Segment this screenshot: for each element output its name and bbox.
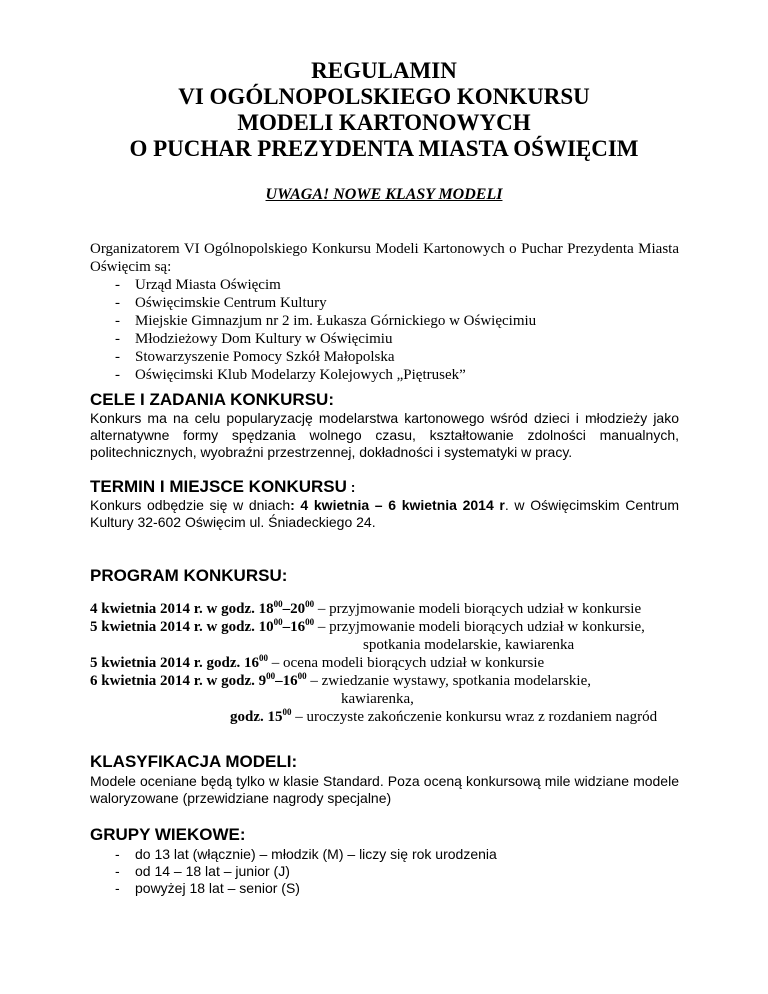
title-line-4: O PUCHAR PREZYDENTA MIASTA OŚWIĘCIM xyxy=(129,136,639,161)
list-item: - Oświęcimski Klub Modelarzy Kolejowych „Piętrusek” xyxy=(115,367,466,383)
list-item: - do 13 lat (włącznie) – młodzik (M) – liczy się rok urodzenia xyxy=(115,846,497,862)
classification-text: Modele oceniane będą tylko w klasie Standard. Poza oceną konkursową mile widziane modele waloryzowane (przewidziane nagrody specjalne) xyxy=(90,773,679,806)
organizers-list xyxy=(90,276,536,384)
list-dash: - xyxy=(115,863,120,879)
new-classes-notice: UWAGA! NOWE KLASY MODELI xyxy=(265,186,503,203)
list-dash: - xyxy=(115,295,120,311)
age-groups-heading: GRUPY WIEKOWE: xyxy=(90,825,246,844)
program-row-2-cont: spotkania modelarskie, kawiarenka xyxy=(363,637,575,653)
list-dash: - xyxy=(115,846,120,862)
title-line-3: MODELI KARTONOWYCH xyxy=(237,110,531,135)
list-item: - od 14 – 18 lat – junior (J) xyxy=(115,863,290,879)
list-dash: - xyxy=(115,880,120,896)
list-dash: - xyxy=(115,277,120,293)
program-row-4-cont: kawiarenka, xyxy=(341,691,414,707)
program-heading: PROGRAM KONKURSU: xyxy=(90,566,288,585)
goals-heading: CELE I ZADANIA KONKURSU: xyxy=(90,390,334,409)
term-heading: TERMIN I MIEJSCE KONKURSU : xyxy=(90,477,356,496)
program-row-1: 4 kwietnia 2014 r. w godz. $18^{00}-20^{00}$ – przyjmowanie modeli biorących udział w konkursie xyxy=(90,599,642,617)
list-item: - Stowarzyszenie Pomocy Szkół Małopolska xyxy=(115,349,395,365)
title-line-1: REGULAMIN xyxy=(311,58,457,83)
list-item: - Miejskie Gimnazjum nr 2 im. Łukasza Górnickiego w Oświęcimiu xyxy=(115,313,537,329)
program-row-4: 6 kwietnia 2014 r. w godz. $9^{00}-16^{00}$ – zwiedzanie wystawy, spotkania modelarskie, xyxy=(90,671,591,689)
list-item: - powyżej 18 lat – senior (S) xyxy=(115,880,300,896)
term-text: Konkurs odbędzie się w dniach: 4 kwietnia – 6 kwietnia 2014 r. w Oświęcimskim Centrum Kultury 32-602 Oświęcim ul. Śniadeckiego 24. xyxy=(90,497,679,530)
list-dash: - xyxy=(115,367,120,383)
list-dash: - xyxy=(115,349,120,365)
classification-heading: KLASYFIKACJA MODELI: xyxy=(90,752,298,771)
title-line-2: VI OGÓLNOPOLSKIEGO KONKURSU xyxy=(178,84,590,109)
age-groups-list xyxy=(90,846,497,897)
list-dash: - xyxy=(115,313,120,329)
program-row-3: 5 kwietnia 2014 r. godz. $16^{00}$ – ocena modeli biorących udział w konkursie xyxy=(90,653,545,671)
list-item: - Oświęcimskie Centrum Kultury xyxy=(115,295,327,311)
goals-text: Konkurs ma na celu popularyzację modelarstwa kartonowego wśród dzieci i młodzieży jako alternatywne formy spędzania wolnego czasu, kształtowanie zdolności manualnych, politechnicznych, wyobraźni przestrzennej, dokładności i systematyki w pracy. xyxy=(90,410,679,460)
list-item: - Urząd Miasta Oświęcim xyxy=(115,277,281,293)
list-dash: - xyxy=(115,331,120,347)
list-item: - Młodzieżowy Dom Kultury w Oświęcimiu xyxy=(115,331,393,347)
program-row-5: godz. $15^{00}$ – uroczyste zakończenie konkursu wraz z rozdaniem nagród xyxy=(230,707,658,725)
organizers-intro: Organizatorem VI Ogólnopolskiego Konkursu Modeli Kartonowych o Puchar Prezydenta Miasta Oświęcim są: xyxy=(90,241,679,275)
program-row-2: 5 kwietnia 2014 r. w godz. $10^{00}-16^{00}$ – przyjmowanie modeli biorących udział w konkursie, xyxy=(90,617,645,635)
